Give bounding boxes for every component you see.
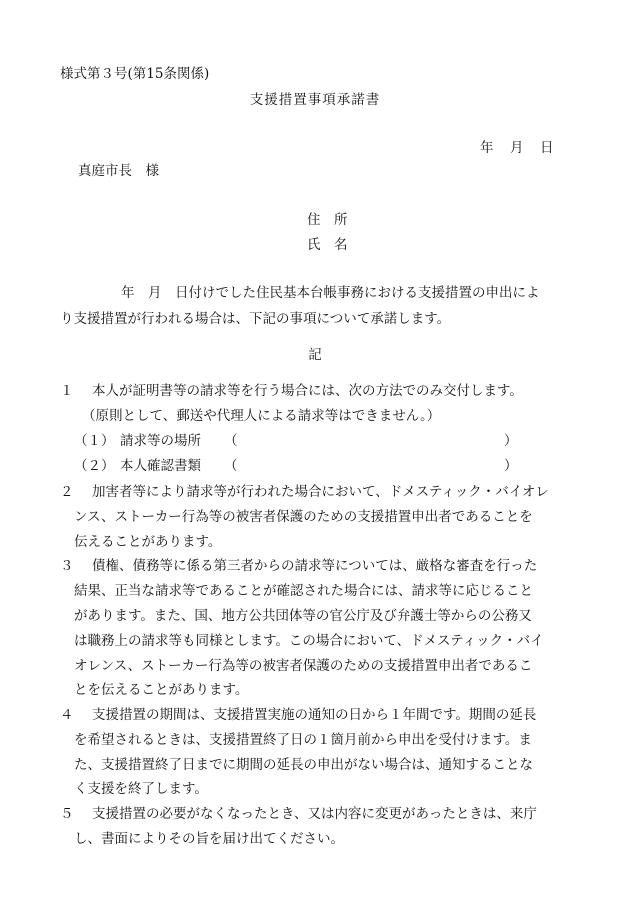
- item-2-line-1: 加害者等により請求等が行われた場合において、ドメスティック・バイオレ: [92, 484, 549, 500]
- sub-1-label: 請求等の場所: [120, 433, 201, 449]
- item-1-line-1: 本人が証明書等の請求等を行う場合には、次の方法でのみ交付します。: [92, 383, 523, 399]
- sub-1-paren-close: ）: [504, 433, 518, 449]
- address-label: 住 所: [307, 212, 348, 228]
- intro-line-1: 年 月 日付けでした住民基本台帳事務における支援措置の申出によ: [121, 285, 540, 301]
- item-3-number: ３: [60, 558, 74, 574]
- date-day: 日: [540, 140, 554, 156]
- item-4-line-2: を希望されるときは、支援措置終了日の１箇月前から申出を受付けます。ま: [74, 732, 532, 748]
- name-label: 氏 名: [307, 237, 348, 253]
- sub-2-paren-open: （: [224, 458, 238, 474]
- sub-1-number: （１）: [74, 433, 115, 449]
- item-2-number: ２: [60, 484, 74, 500]
- item-4-line-3: た、支援措置終了日までに期間の延長の申出がない場合は、通知することな: [74, 757, 533, 773]
- item-5-line-1: 支援措置の必要がなくなったとき、又は内容に変更があったときは、来庁: [92, 806, 537, 822]
- sub-2-number: （２）: [74, 458, 115, 474]
- item-1-line-2: （原則として、郵送や代理人による請求等はできません。）: [82, 408, 441, 424]
- sub-2-label: 本人確認書類: [120, 458, 201, 474]
- item-4-line-1: 支援措置の期間は、支援措置実施の通知の日から１年間です。期間の延長: [92, 707, 537, 723]
- addressee: 真庭市長 様: [78, 163, 159, 179]
- sub-1-paren-open: （: [224, 433, 238, 449]
- item-3-line-2: 結果、正当な請求等であることが確認された場合には、請求等に応じること: [74, 583, 533, 599]
- item-4-number: ４: [60, 707, 74, 723]
- item-3-line-4: は職務上の請求等も同様とします。この場合において、ドメスティック・バイ: [74, 633, 544, 649]
- sub-2-paren-close: ）: [504, 458, 518, 474]
- document-title: 支援措置事項承諾書: [249, 92, 381, 108]
- intro-line-2: り支援措置が行われる場合は、下記の事項について承諾します。: [60, 311, 451, 327]
- item-2-line-2: ンス、ストーカー行為等の被害者保護のための支援措置申出者であることを: [74, 509, 533, 525]
- item-3-line-5: オレンス、ストーカー行為等の被害者保護のための支援措置申出者であるこ: [74, 658, 533, 674]
- item-3-line-6: とを伝えることがあります。: [74, 682, 249, 698]
- item-4-line-4: く支援を終了します。: [74, 781, 208, 797]
- item-3-line-1: 債権、債務等に係る第三者からの請求等については、厳格な審査を行った: [92, 558, 538, 574]
- item-5-number: ５: [60, 806, 74, 822]
- item-3-line-3: があります。また、国、地方公共団体等の官公庁及び弁護士等からの公務又: [74, 608, 532, 624]
- date-year: 年: [480, 140, 494, 156]
- form-number: 様式第３号(第15条関係): [60, 66, 210, 82]
- item-1-number: １: [60, 383, 74, 399]
- ki-heading: 記: [308, 347, 322, 363]
- item-5-line-2: し、書面によりその旨を届け出てください。: [74, 831, 344, 847]
- item-2-line-3: 伝えることがあります。: [74, 534, 222, 550]
- date-month: 月: [510, 140, 524, 156]
